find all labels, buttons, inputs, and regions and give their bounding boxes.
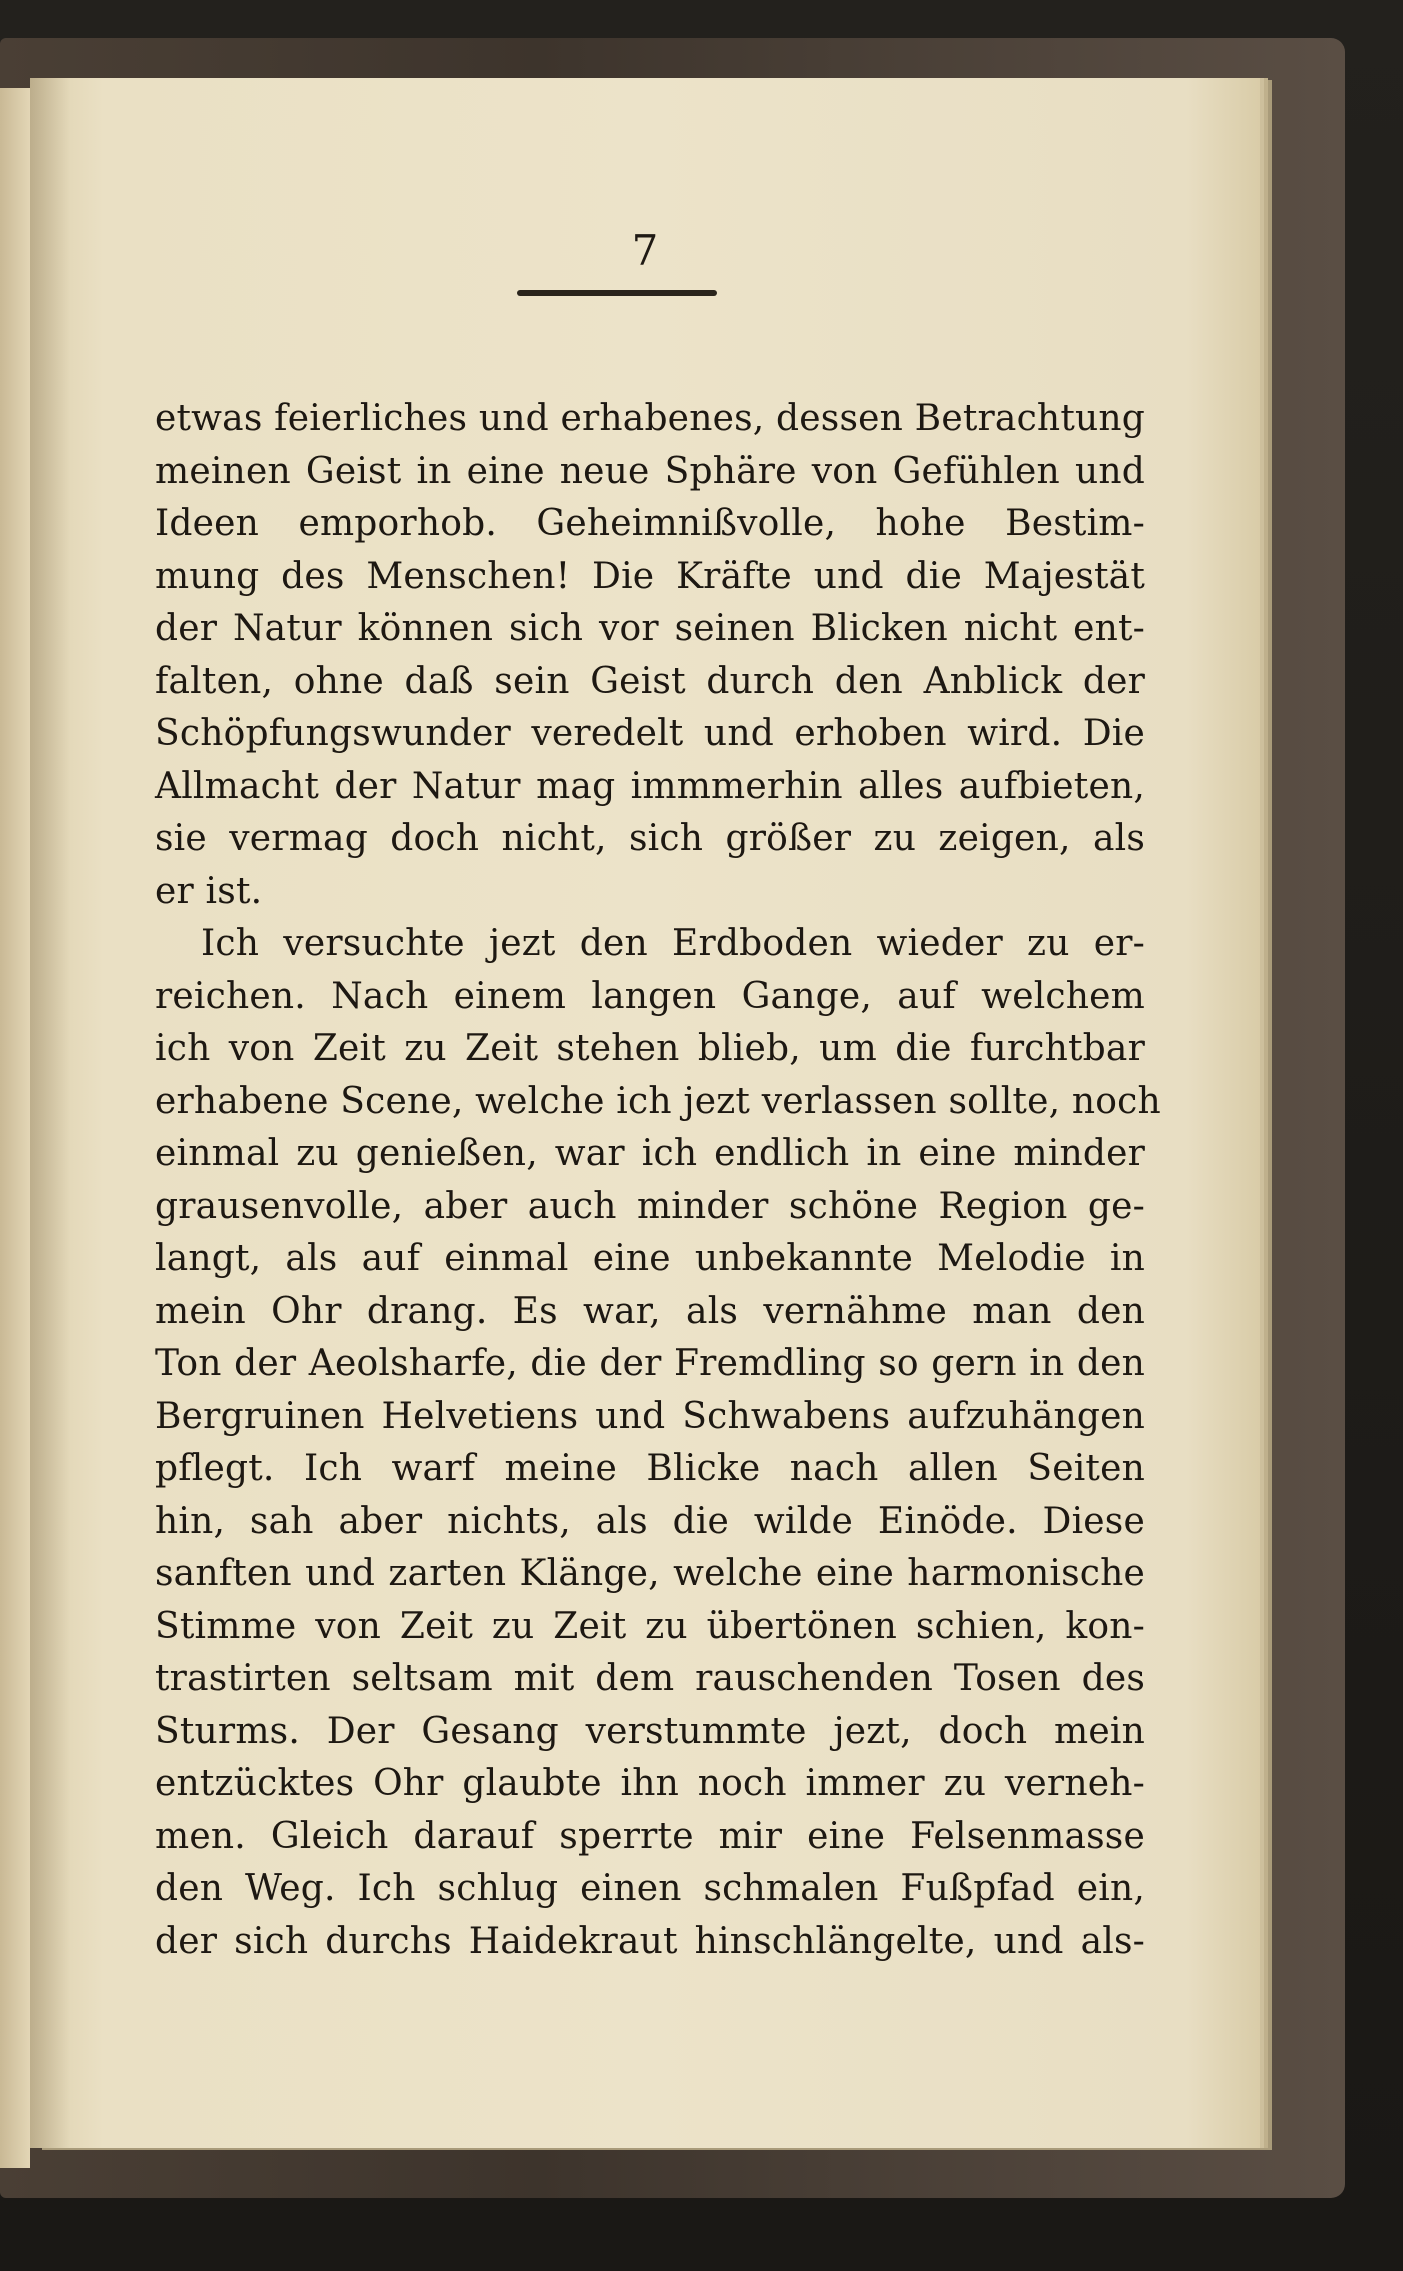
text-line: Stimme von Zeit zu Zeit zu übertönen schien, kon- (155, 1605, 1145, 1647)
text-line: pflegt. Ich warf meine Blicke nach allen Seiten (155, 1448, 1145, 1489)
text-line: erhabene Scene, welche ich jezt verlassen sollte, noch (155, 1080, 1161, 1122)
text-line: entzücktes Ohr glaubte ihn noch immer zu verneh- (155, 1763, 1145, 1804)
text-line: mung des Menschen! Die Kräfte und die Majestät (155, 555, 1145, 597)
body-text (155, 393, 1161, 1968)
header-rule (517, 290, 717, 296)
text-line: Ideen emporhob. Geheimnißvolle, hohe Bestim- (155, 503, 1145, 544)
text-line: der sich durchs Haidekraut hinschlängelte, und als- (155, 1920, 1145, 1962)
text-line: Bergruinen Helvetiens und Schwabens aufzuhängen (155, 1395, 1145, 1437)
text-line: sanften und zarten Klänge, welche eine harmonische (155, 1553, 1145, 1594)
text-line: meinen Geist in eine neue Sphäre von Gefühlen und (155, 450, 1145, 492)
text-line: Schöpfungswunder veredelt und erhoben wird. Die (155, 713, 1145, 754)
text-line: Allmacht der Natur mag immmerhin alles aufbieten, (155, 765, 1145, 807)
text-line: etwas feierliches und erhabenes, dessen Betrachtung (155, 398, 1146, 439)
text-line: grausenvolle, aber auch minder schöne Region ge- (155, 1185, 1145, 1227)
text-line: Ton der Aeolsharfe, die der Fremdling so gern in den (155, 1343, 1145, 1384)
text-line: men. Gleich darauf sperrte mir eine Felsenmasse (155, 1815, 1145, 1857)
text-line: einmal zu genießen, war ich endlich in eine minder (155, 1133, 1145, 1174)
text-line: falten, ohne daß sein Geist durch den Anblick der (155, 660, 1145, 702)
text-line: reichen. Nach einem langen Gange, auf welchem (155, 975, 1145, 1017)
book-page (30, 78, 1260, 2148)
text-line: der Natur können sich vor seinen Blicken nicht ent- (155, 608, 1145, 649)
text-line: sie vermag doch nicht, sich größer zu zeigen, als (155, 818, 1145, 859)
text-line: den Weg. Ich schlug einen schmalen Fußpfad ein, (155, 1868, 1145, 1909)
left-page-edge (0, 88, 30, 2168)
text-line: mein Ohr drang. Es war, als vernähme man den (155, 1290, 1145, 1332)
page-number: 7 (631, 226, 659, 275)
spine-shadow (30, 78, 70, 2148)
text-line: Sturms. Der Gesang verstummte jezt, doch mein (155, 1710, 1145, 1752)
text-line: trastirten seltsam mit dem rauschenden Tosen des (155, 1658, 1145, 1699)
text-line: er ist. (155, 870, 263, 912)
text-line: hin, sah aber nichts, als die wilde Einöde. Diese (155, 1500, 1145, 1542)
paragraph-start-line: Ich versuchte jezt den Erdboden wieder zu er- (201, 923, 1145, 964)
text-line: ich von Zeit zu Zeit stehen blieb, um die furchtbar (155, 1028, 1145, 1069)
text-line: langt, als auf einmal eine unbekannte Melodie in (155, 1238, 1145, 1279)
